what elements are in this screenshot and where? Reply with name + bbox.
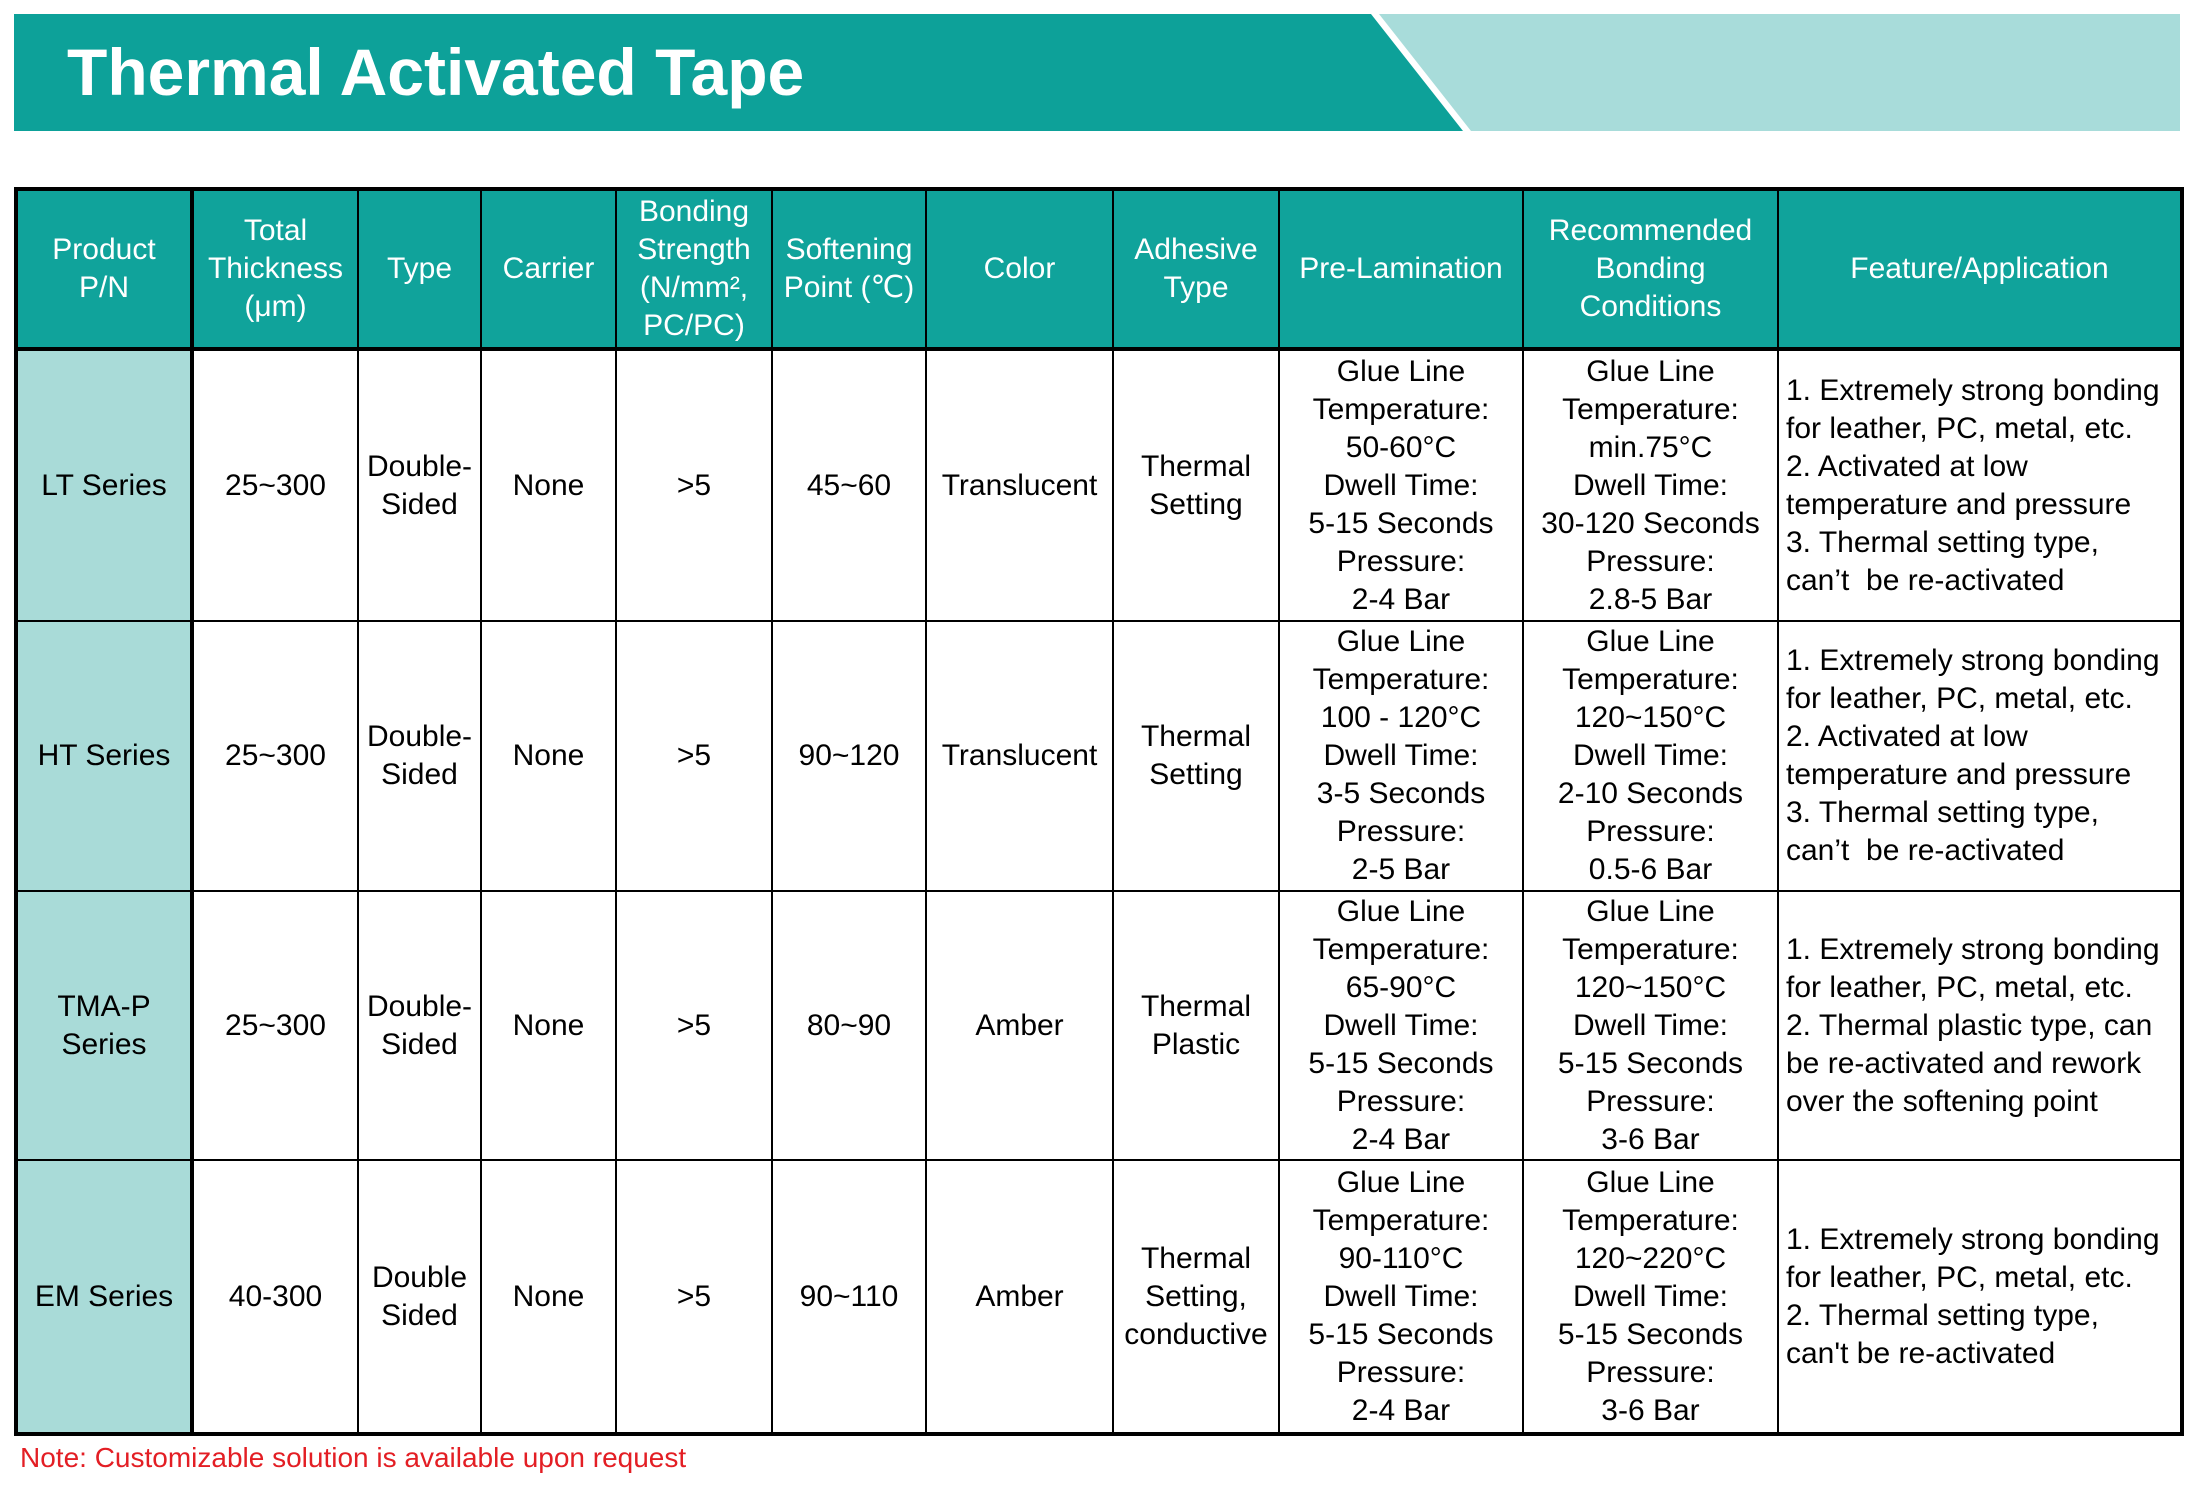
feature-cell: 1. Extremely strong bonding for leather, PC, metal, etc. 2. Activated at low temperature and pressure 3. Thermal setting type, can’t be re-activated xyxy=(1778,349,2182,621)
header-type: Type xyxy=(358,189,481,349)
feature-cell: 1. Extremely strong bonding for leather, PC, metal, etc. 2. Activated at low temperature and pressure 3. Thermal setting type, can’t be re-activated xyxy=(1778,621,2182,891)
type-cell: Double- Sided xyxy=(358,349,481,621)
header-feature-application: Feature/Application xyxy=(1778,189,2182,349)
feature-cell: 1. Extremely strong bonding for leather, PC, metal, etc. 2. Thermal plastic type, can be re-activated and rework over the softening point xyxy=(1778,891,2182,1160)
header-color: Color xyxy=(926,189,1113,349)
table-row xyxy=(16,621,2182,891)
table-row xyxy=(16,349,2182,621)
softening-point-cell: 45~60 xyxy=(772,349,926,621)
bonding-conditions-cell: Glue Line Temperature: 120~150°C Dwell Time: 2-10 Seconds Pressure: 0.5-6 Bar xyxy=(1523,621,1778,891)
color-cell: Translucent xyxy=(926,621,1113,891)
pre-lamination-cell: Glue Line Temperature: 50-60°C Dwell Time: 5-15 Seconds Pressure: 2-4 Bar xyxy=(1279,349,1523,621)
bonding-strength-cell: >5 xyxy=(616,1160,772,1434)
header-bonding-conditions: Recommended Bonding Conditions xyxy=(1523,189,1778,349)
feature-cell: 1. Extremely strong bonding for leather, PC, metal, etc. 2. Thermal setting type, can't be re-activated xyxy=(1778,1160,2182,1434)
bonding-conditions-cell: Glue Line Temperature: min.75°C Dwell Time: 30-120 Seconds Pressure: 2.8-5 Bar xyxy=(1523,349,1778,621)
type-cell: Double- Sided xyxy=(358,891,481,1160)
pre-lamination-cell: Glue Line Temperature: 100 - 120°C Dwell Time: 3-5 Seconds Pressure: 2-5 Bar xyxy=(1279,621,1523,891)
header-bonding-strength: Bonding Strength (N/mm², PC/PC) xyxy=(616,189,772,349)
product-cell: EM Series xyxy=(16,1160,192,1434)
header-total-thickness: Total Thickness (μm) xyxy=(192,189,358,349)
adhesive-type-cell: Thermal Setting xyxy=(1113,349,1279,621)
product-cell: TMA-P Series xyxy=(16,891,192,1160)
carrier-cell: None xyxy=(481,891,616,1160)
product-cell: HT Series xyxy=(16,621,192,891)
softening-point-cell: 80~90 xyxy=(772,891,926,1160)
product-spec-table xyxy=(14,187,2184,1436)
softening-point-cell: 90~110 xyxy=(772,1160,926,1434)
header-adhesive-type: Adhesive Type xyxy=(1113,189,1279,349)
header-softening-point: Softening Point (℃) xyxy=(772,189,926,349)
bonding-strength-cell: >5 xyxy=(616,349,772,621)
thickness-cell: 40-300 xyxy=(192,1160,358,1434)
header-pre-lamination: Pre-Lamination xyxy=(1279,189,1523,349)
carrier-cell: None xyxy=(481,1160,616,1434)
header-row xyxy=(16,189,2182,349)
customization-note: Note: Customizable solution is available upon request xyxy=(20,1442,687,1473)
table-row xyxy=(16,891,2182,1160)
pre-lamination-cell: Glue Line Temperature: 65-90°C Dwell Time: 5-15 Seconds Pressure: 2-4 Bar xyxy=(1279,891,1523,1160)
softening-point-cell: 90~120 xyxy=(772,621,926,891)
adhesive-type-cell: Thermal Setting xyxy=(1113,621,1279,891)
table-row xyxy=(16,1160,2182,1434)
pre-lamination-cell: Glue Line Temperature: 90-110°C Dwell Time: 5-15 Seconds Pressure: 2-4 Bar xyxy=(1279,1160,1523,1434)
bonding-conditions-cell: Glue Line Temperature: 120~150°C Dwell Time: 5-15 Seconds Pressure: 3-6 Bar xyxy=(1523,891,1778,1160)
color-cell: Translucent xyxy=(926,349,1113,621)
header-product-pn: Product P/N xyxy=(16,189,192,349)
bonding-strength-cell: >5 xyxy=(616,621,772,891)
adhesive-type-cell: Thermal Setting, conductive xyxy=(1113,1160,1279,1434)
thickness-cell: 25~300 xyxy=(192,349,358,621)
carrier-cell: None xyxy=(481,621,616,891)
color-cell: Amber xyxy=(926,891,1113,1160)
thickness-cell: 25~300 xyxy=(192,621,358,891)
color-cell: Amber xyxy=(926,1160,1113,1434)
bonding-strength-cell: >5 xyxy=(616,891,772,1160)
type-cell: Double Sided xyxy=(358,1160,481,1434)
carrier-cell: None xyxy=(481,349,616,621)
adhesive-type-cell: Thermal Plastic xyxy=(1113,891,1279,1160)
title-banner xyxy=(14,14,2180,131)
page-title: Thermal Activated Tape xyxy=(67,35,805,109)
product-cell: LT Series xyxy=(16,349,192,621)
header-carrier: Carrier xyxy=(481,189,616,349)
type-cell: Double- Sided xyxy=(358,621,481,891)
bonding-conditions-cell: Glue Line Temperature: 120~220°C Dwell Time: 5-15 Seconds Pressure: 3-6 Bar xyxy=(1523,1160,1778,1434)
thickness-cell: 25~300 xyxy=(192,891,358,1160)
